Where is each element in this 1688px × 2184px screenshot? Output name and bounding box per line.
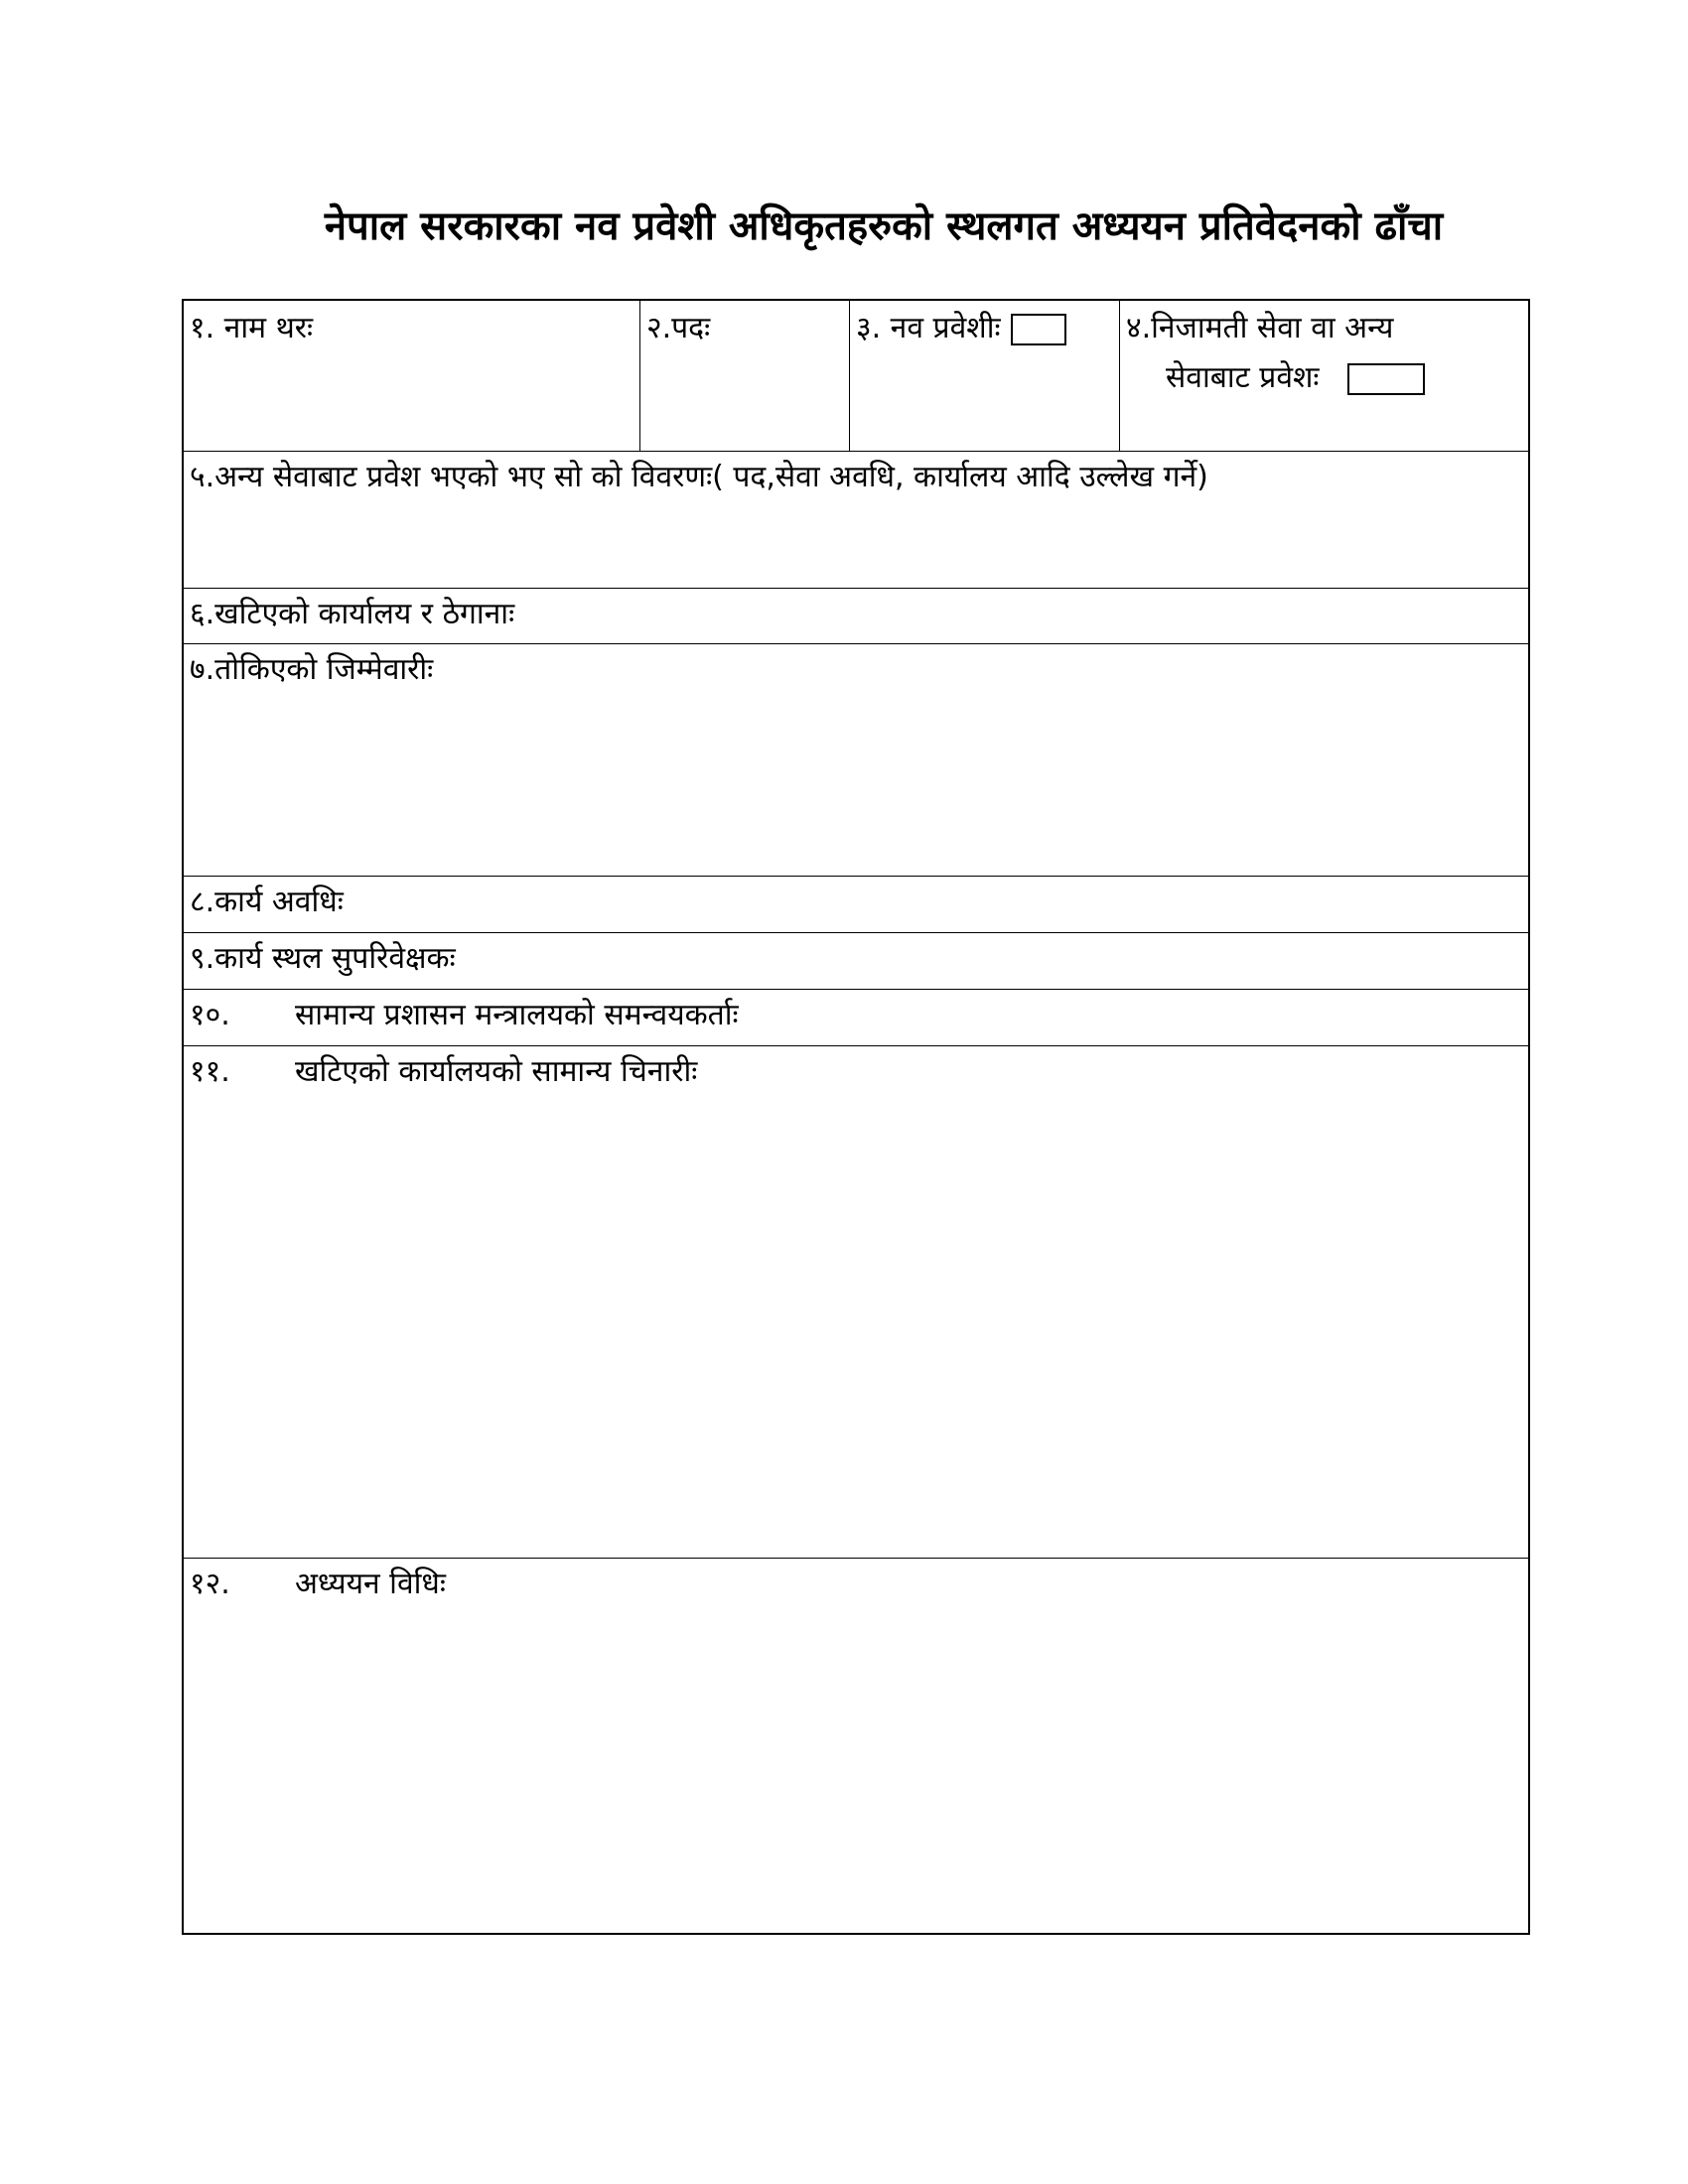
study-method-number: १२.	[190, 1567, 230, 1601]
row-assigned-office[interactable]	[184, 589, 1528, 644]
report-form	[182, 299, 1530, 1935]
row-study-method[interactable]	[184, 1559, 1528, 1933]
name-cell[interactable]	[184, 301, 640, 451]
row-coordinator[interactable]	[184, 990, 1528, 1046]
service-entry-cell	[1120, 301, 1530, 451]
new-entrant-cell	[850, 301, 1120, 451]
post-label: २.पदः	[646, 311, 711, 345]
supervisor-label: ९.कार्य स्थल सुपरिवेक्षकः	[190, 941, 456, 976]
row-work-period[interactable]	[184, 877, 1528, 933]
coordinator-number: १०.	[190, 998, 230, 1032]
assigned-office-label: ६.खटिएको कार्यालय र ठेगानाः	[190, 597, 515, 631]
office-introduction-label: खटिएको कार्यालयको सामान्य चिनारीः	[295, 1054, 698, 1089]
name-label: १. नाम थरः	[190, 311, 314, 345]
study-method-field	[184, 1559, 1528, 1610]
other-service-details-label: ५.अन्य सेवाबाट प्रवेश भएको भए सो को विवरणः( पद,सेवा अवधि, कार्यालय आदि उल्लेख गर्ने)	[190, 460, 1208, 494]
responsibility-label: ७.तोकिएको जिम्मेवारीः	[190, 652, 434, 687]
study-method-label: अध्ययन विधिः	[295, 1567, 446, 1601]
office-introduction-number: ११.	[190, 1054, 230, 1089]
new-entrant-checkbox[interactable]	[1011, 314, 1066, 345]
service-entry-label-line1: ४.निजामती सेवा वा अन्य	[1126, 311, 1394, 345]
row-responsibility[interactable]	[184, 644, 1528, 877]
row-other-service-details[interactable]	[184, 452, 1528, 589]
post-cell[interactable]	[640, 301, 850, 451]
row-supervisor[interactable]	[184, 933, 1528, 990]
coordinator-label: सामान्य प्रशासन मन्त्रालयको समन्वयकर्ताः	[295, 998, 739, 1032]
work-period-label: ८.कार्य अवधिः	[190, 885, 344, 919]
new-entrant-label: ३. नव प्रवेशीः	[856, 311, 1001, 345]
other-service-checkbox[interactable]	[1347, 363, 1425, 395]
page-title: नेपाल सरकारका नव प्रवेशी अधिकृतहरुको स्थलगत अध्ययन प्रतिवेदनको ढाँचा	[324, 204, 1444, 249]
office-introduction-field	[184, 1046, 1528, 1098]
service-entry-label-line2: सेवाबाट प्रवेशः	[1166, 360, 1320, 395]
row-office-introduction[interactable]	[184, 1046, 1528, 1559]
row-basic-info	[184, 301, 1528, 452]
coordinator-field	[184, 990, 1528, 1041]
